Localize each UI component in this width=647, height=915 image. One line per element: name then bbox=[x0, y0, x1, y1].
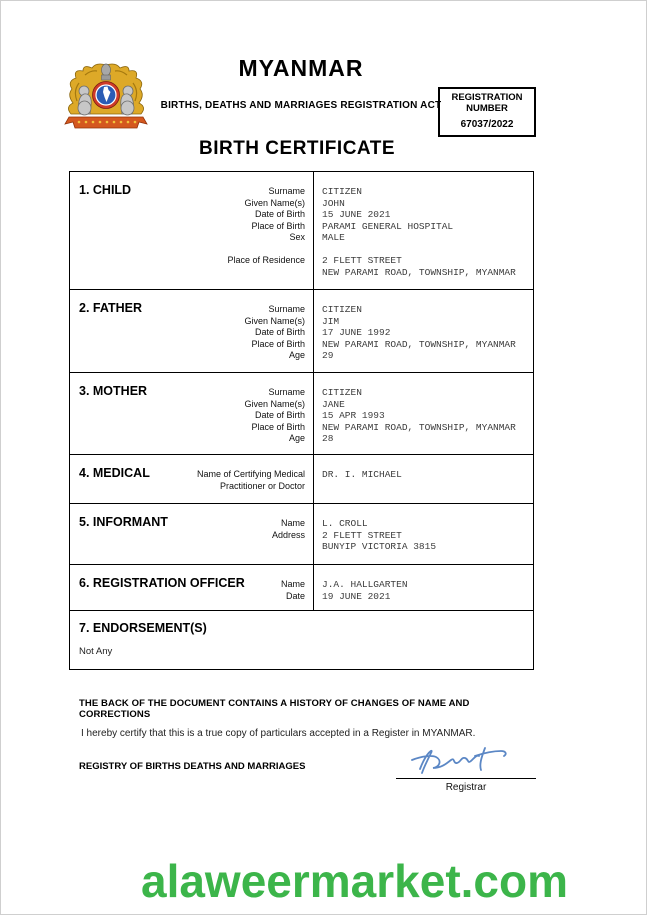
field-label: Age bbox=[288, 433, 305, 443]
field-value: 2 FLETT STREET bbox=[322, 529, 402, 541]
registration-number-box bbox=[438, 87, 536, 137]
registration-label-line2: NUMBER bbox=[466, 103, 508, 114]
field-value: NEW PARAMI ROAD, TOWNSHIP, MYANMAR bbox=[322, 266, 516, 278]
registration-label-line1: REGISTRATION bbox=[451, 92, 523, 103]
section-medical bbox=[70, 454, 533, 503]
section-mother bbox=[70, 372, 533, 454]
registration-number: 67037/2022 bbox=[460, 119, 514, 130]
section-mother-values bbox=[313, 373, 533, 454]
signature-line bbox=[396, 778, 536, 779]
field-value: JANE bbox=[322, 398, 345, 410]
field-value: JOHN bbox=[322, 197, 345, 209]
section-registration-officer bbox=[70, 564, 533, 610]
field-value: CITIZEN bbox=[322, 304, 362, 315]
field-label: Name bbox=[280, 579, 305, 589]
field-value: 15 JUNE 2021 bbox=[322, 209, 391, 220]
back-of-document-note: THE BACK OF THE DOCUMENT CONTAINS A HISTORY OF CHANGES OF NAME AND CORRECTIONS bbox=[79, 698, 470, 720]
section-informant-title: 5. INFORMANT bbox=[79, 515, 168, 529]
field-value: PARAMI GENERAL HOSPITAL bbox=[322, 220, 454, 232]
section-child bbox=[70, 172, 533, 289]
field-value: 19 JUNE 2021 bbox=[322, 590, 391, 602]
field-value: 29 bbox=[322, 350, 334, 361]
field-value: 2 FLETT STREET bbox=[322, 255, 402, 266]
section-informant bbox=[70, 503, 533, 564]
registrar-label: Registrar bbox=[445, 782, 487, 793]
field-label: Name bbox=[280, 518, 305, 528]
section-father-title: 2. FATHER bbox=[79, 301, 142, 315]
field-label: Sex bbox=[289, 232, 305, 242]
act-title: BIRTHS, DEATHS AND MARRIAGES REGISTRATION ACT bbox=[160, 100, 442, 111]
field-value: 28 bbox=[322, 433, 334, 444]
section-medical-values bbox=[313, 455, 533, 503]
field-label: Date bbox=[285, 590, 305, 601]
section-father bbox=[70, 289, 533, 372]
section-child-labels bbox=[180, 172, 313, 289]
field-label: Date of Birth bbox=[254, 410, 305, 420]
field-label: Practitioner or Doctor bbox=[219, 480, 305, 491]
field-label: Date of Birth bbox=[254, 327, 305, 337]
field-label: Age bbox=[288, 350, 305, 360]
section-registration-officer-values bbox=[313, 565, 533, 610]
field-value: CITIZEN bbox=[322, 186, 362, 197]
field-label: Surname bbox=[268, 387, 305, 397]
field-label: Given Name(s) bbox=[244, 197, 305, 208]
field-label: Date of Birth bbox=[254, 209, 305, 219]
section-registration-officer-title: 6. REGISTRATION OFFICER bbox=[79, 576, 245, 590]
field-value: NEW PARAMI ROAD, TOWNSHIP, MYANMAR bbox=[322, 338, 516, 350]
field-value: L. CROLL bbox=[322, 518, 368, 529]
certification-statement: I hereby certify that this is a true copy of particulars accepted in a Register in MYANMAR. bbox=[81, 728, 476, 739]
endorsements-note: Not Any bbox=[79, 646, 113, 657]
field-label: Surname bbox=[268, 186, 305, 196]
section-medical-title: 4. MEDICAL bbox=[79, 466, 150, 480]
field-value: JIM bbox=[322, 315, 340, 327]
section-mother-title: 3. MOTHER bbox=[79, 384, 148, 398]
field-value: DR. I. MICHAEL bbox=[322, 469, 402, 480]
field-value: 17 JUNE 1992 bbox=[322, 327, 391, 338]
section-informant-labels bbox=[180, 504, 313, 564]
field-value: MALE bbox=[322, 232, 345, 243]
section-medical-labels bbox=[180, 455, 313, 503]
registrar-signature bbox=[406, 743, 526, 777]
certificate-table bbox=[69, 171, 534, 670]
section-child-title: 1. CHILD bbox=[79, 183, 132, 197]
emblem-top-figure bbox=[102, 64, 111, 76]
field-label: Name of Certifying Medical bbox=[196, 469, 305, 479]
document-title: BIRTH CERTIFICATE bbox=[198, 138, 396, 159]
section-mother-labels bbox=[180, 373, 313, 454]
field-value: J.A. HALLGARTEN bbox=[322, 579, 408, 590]
field-label: Place of Residence bbox=[227, 255, 305, 265]
section-endorsements bbox=[70, 610, 533, 669]
section-registration-officer-labels bbox=[180, 565, 313, 610]
field-label: Given Name(s) bbox=[244, 315, 305, 326]
section-informant-values bbox=[313, 504, 533, 564]
emblem-left-lion bbox=[78, 86, 91, 115]
field-label: Surname bbox=[268, 304, 305, 314]
field-label: Address bbox=[271, 529, 305, 540]
field-value: BUNYIP VICTORIA 3815 bbox=[322, 541, 437, 552]
field-label: Place of Birth bbox=[251, 220, 305, 231]
field-label: Place of Birth bbox=[251, 338, 305, 349]
field-label: Given Name(s) bbox=[244, 398, 305, 409]
registry-name: REGISTRY OF BIRTHS DEATHS AND MARRIAGES bbox=[79, 761, 306, 772]
field-label: Place of Birth bbox=[251, 421, 305, 432]
field-value: NEW PARAMI ROAD, TOWNSHIP, MYANMAR bbox=[322, 421, 516, 433]
signature-block bbox=[396, 743, 536, 793]
field-value: CITIZEN bbox=[322, 387, 362, 398]
field-value: 15 APR 1993 bbox=[322, 410, 385, 421]
watermark-text: alaweermarket.com bbox=[140, 855, 569, 907]
section-father-values bbox=[313, 290, 533, 372]
country-title: MYANMAR bbox=[238, 55, 364, 81]
section-child-values bbox=[313, 172, 533, 289]
section-father-labels bbox=[180, 290, 313, 372]
section-endorsements-title: 7. ENDORSEMENT(S) bbox=[79, 621, 207, 635]
